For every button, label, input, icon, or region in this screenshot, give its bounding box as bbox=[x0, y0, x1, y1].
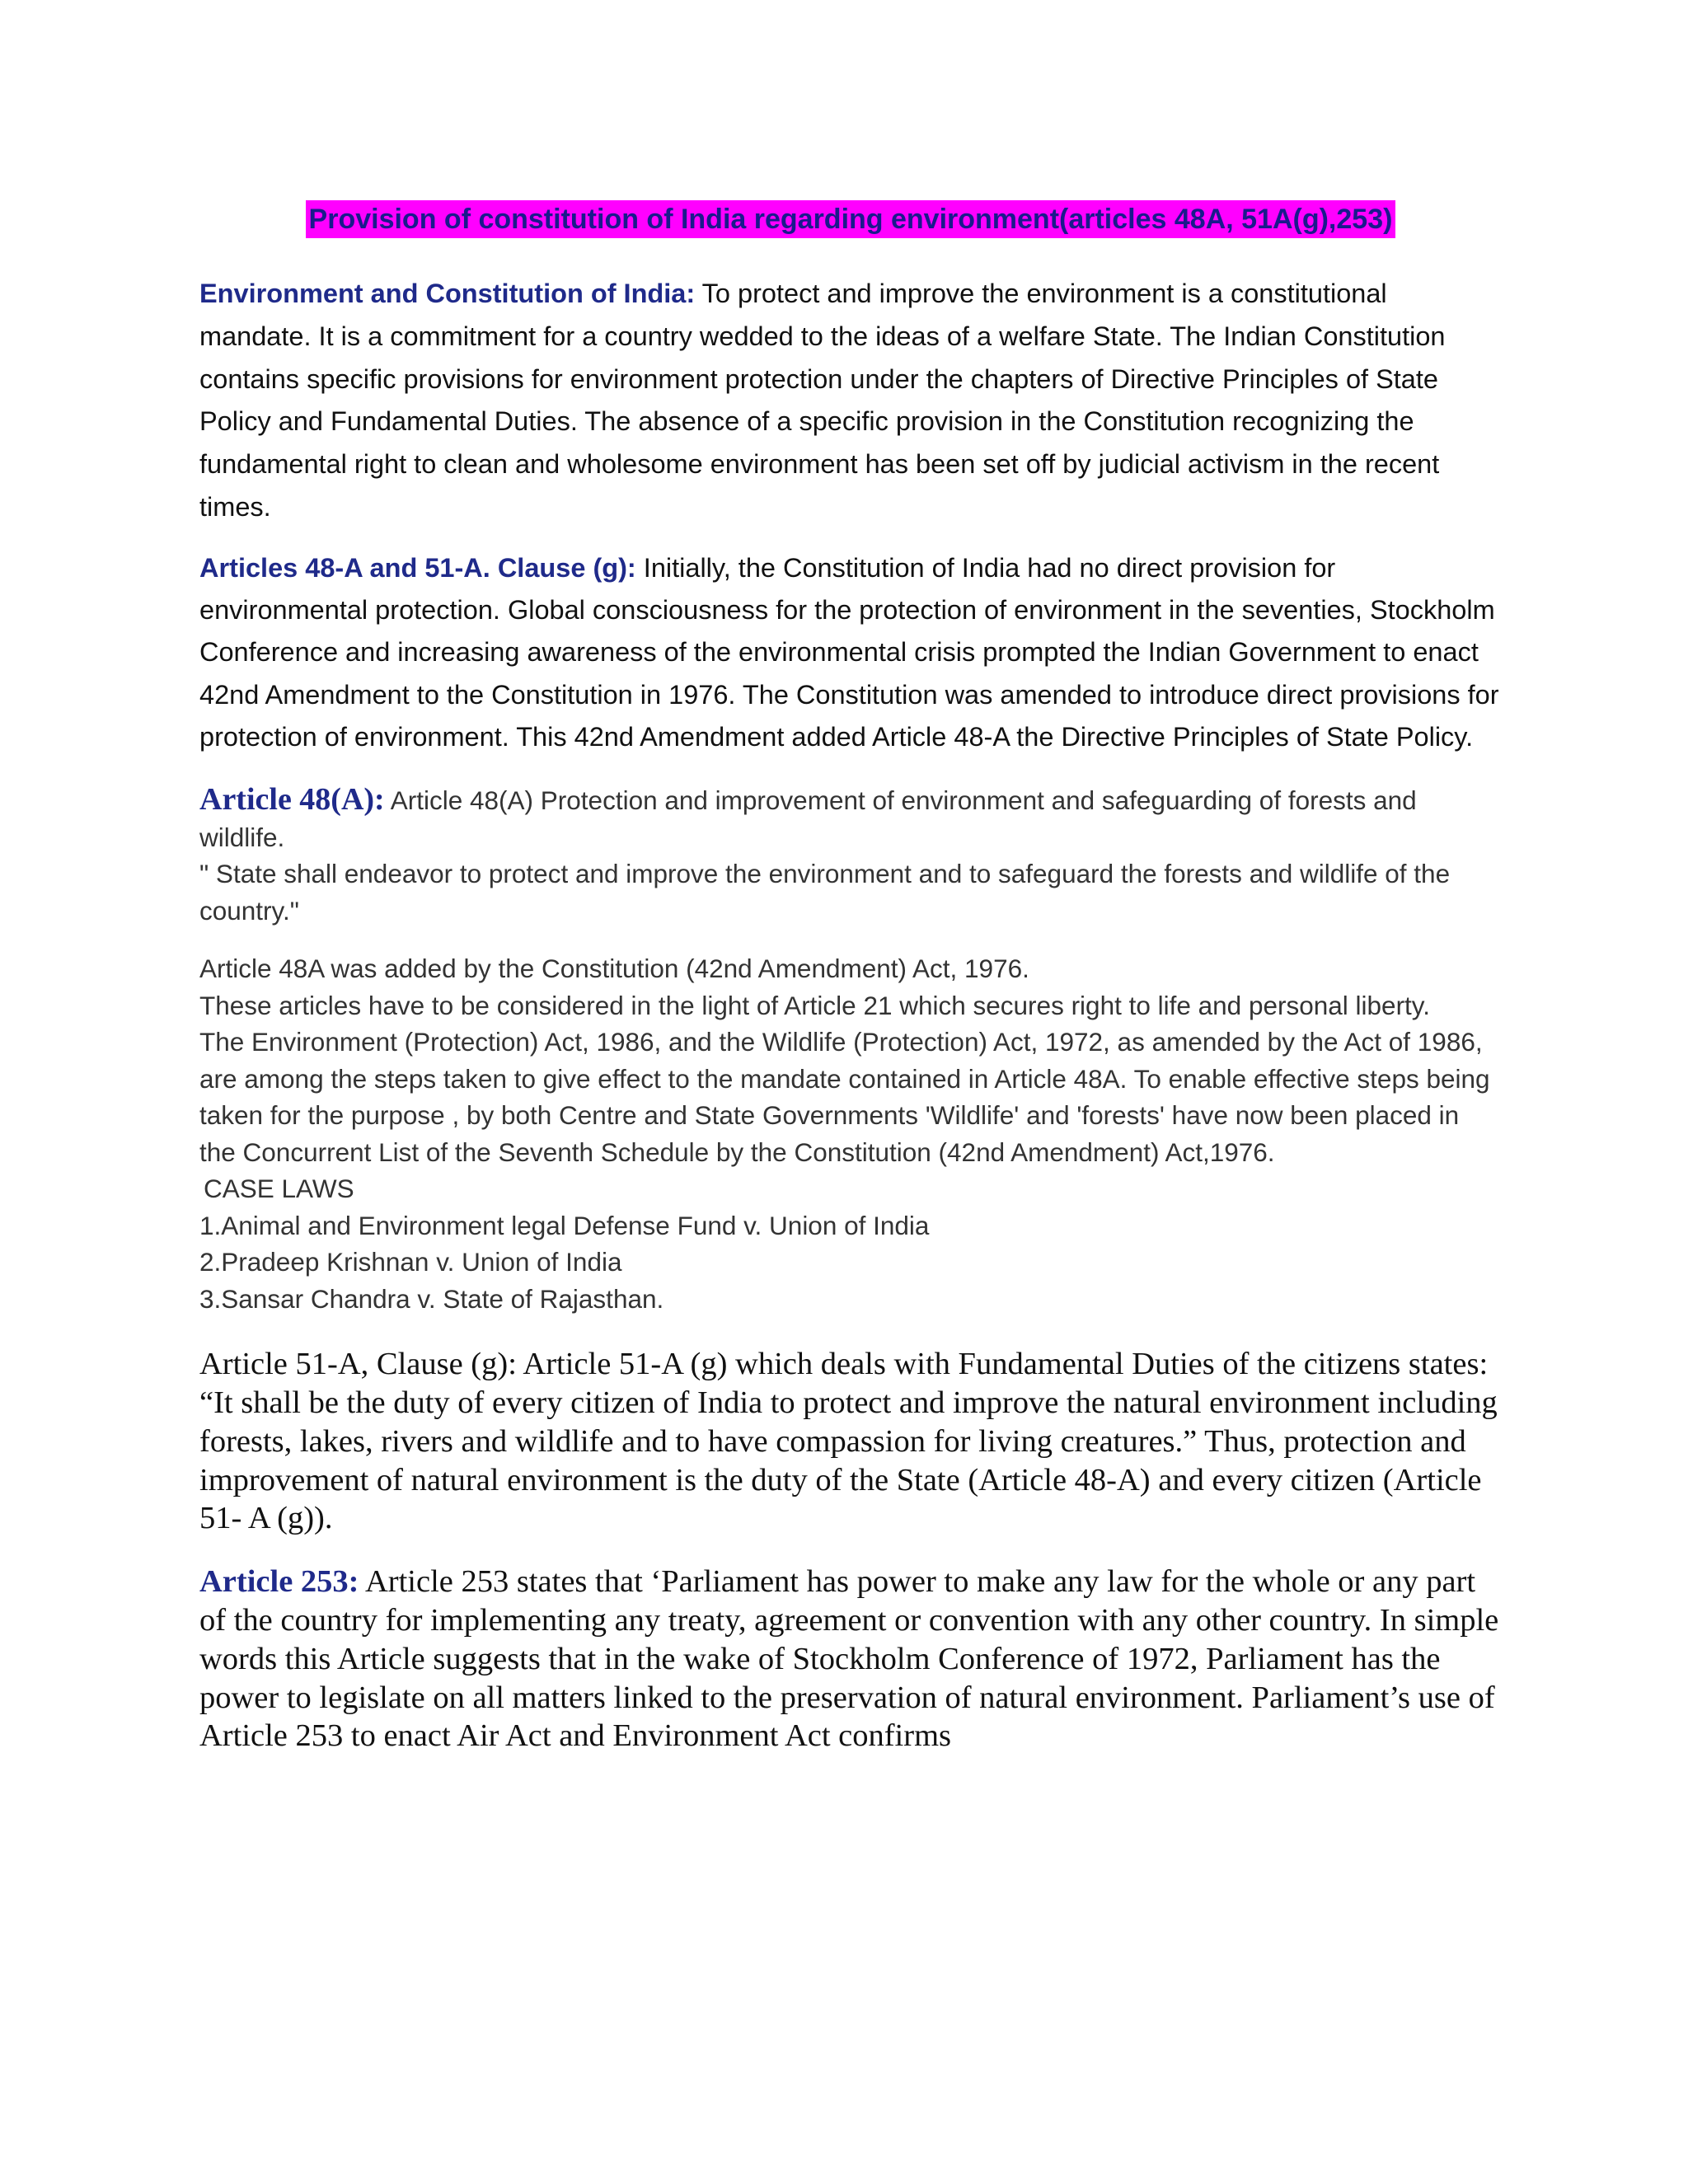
case-law-item: 1.Animal and Environment legal Defense Fund v. Union of India bbox=[199, 1210, 930, 1240]
article-48a-intro-paragraph bbox=[199, 781, 1502, 855]
heading-article-253: Article 253: bbox=[199, 1564, 359, 1600]
page-title: Provision of constitution of India regarding environment(articles 48A, 51A(g),253) bbox=[306, 200, 1396, 238]
heading-articles-48a-51a: Articles 48-A and 51-A. Clause (g): bbox=[199, 552, 636, 583]
text-article-253: Article 253 states that ‘Parliament has power to make any law for the whole or any part of the country for implementing any treaty, agreement or convention with any other country. In simple words this Article suggests that in the wake of Stockholm Conference of 1972, Parliament has the power to legislate on all matters linked to the preservation of natural environment. Parliament’s use of Article 253 to enact Air Act and Environment Act confirms bbox=[199, 1564, 1499, 1754]
spacer bbox=[199, 929, 1502, 950]
section-article-48a bbox=[199, 781, 1502, 1317]
paragraph-environment-constitution bbox=[199, 273, 1502, 529]
paragraph-article-253 bbox=[199, 1563, 1502, 1755]
article-48a-line-article-21: These articles have to be considered in the light of Article 21 which secures right to life and personal liberty. bbox=[199, 990, 1430, 1020]
document-body bbox=[199, 200, 1502, 1755]
case-law-item: 2.Pradeep Krishnan v. Union of India bbox=[199, 1247, 622, 1277]
article-48a-line-acts: The Environment (Protection) Act, 1986, and the Wildlife (Protection) Act, 1972, as amended by the Act of 1986, are among the steps taken to give effect to the mandate contained in Article 48A. To enable effective steps being taken for the purpose , by both Centre and State Governments 'Wildlife' and 'forests' have now been placed in the Concurrent List of the Seventh Schedule by the Constitution (42nd Amendment) Act,1976. bbox=[199, 1027, 1490, 1167]
heading-environment-constitution: Environment and Constitution of India: bbox=[199, 279, 696, 308]
text-article-48a-intro: Article 48(A) Protection and improvement of environment and safeguarding of forests and wildlife. bbox=[199, 785, 1417, 852]
paragraph-articles-48a-51a bbox=[199, 547, 1502, 758]
case-laws-label: CASE LAWS bbox=[204, 1174, 354, 1204]
text-articles-48a-51a: Initially, the Constitution of India had no direct provision for environmental protection. Global consciousness for the protection of environment in the seventies, Stockholm Conference and increasing awareness of the environmental crisis prompted the Indian Government to enact 42nd Amendment to the Constitution in 1976. The Constitution was amended to introduce direct provisions for protection of environment. This 42nd Amendment added Article 48-A the Directive Principles of State Policy. bbox=[199, 552, 1499, 752]
case-law-item: 3.Sansar Chandra v. State of Rajasthan. bbox=[199, 1283, 664, 1314]
article-48a-quote: " State shall endeavor to protect and improve the environment and to safeguard the forests and wildlife of the country." bbox=[199, 859, 1451, 926]
heading-article-48a: Article 48(A): bbox=[199, 782, 385, 818]
paragraph-article-51a: Article 51-A, Clause (g): Article 51-A (g) which deals with Fundamental Duties of the citizens states: “It shall be the duty of every citizen of India to protect and improve the natural environment including forests, lakes, rivers and wildlife and to have compassion for living creatures.” Thus, protection and improvement of natural environment is the duty of the State (Article 48-A) and every citizen (Article 51- A (g)). bbox=[199, 1347, 1498, 1536]
article-48a-line-added: Article 48A was added by the Constitution (42nd Amendment) Act, 1976. bbox=[199, 954, 1029, 984]
title-row bbox=[199, 200, 1502, 238]
text-environment-constitution: To protect and improve the environment is a constitutional mandate. It is a commitment for a country wedded to the ideas of a welfare State. The Indian Constitution contains specific provisions for environment protection under the chapters of Directive Principles of State Policy and Fundamental Duties. The absence of a specific provision in the Constitution recognizing the fundamental right to clean and wholesome environment has been set off by judicial activism in the recent times. bbox=[199, 279, 1446, 522]
